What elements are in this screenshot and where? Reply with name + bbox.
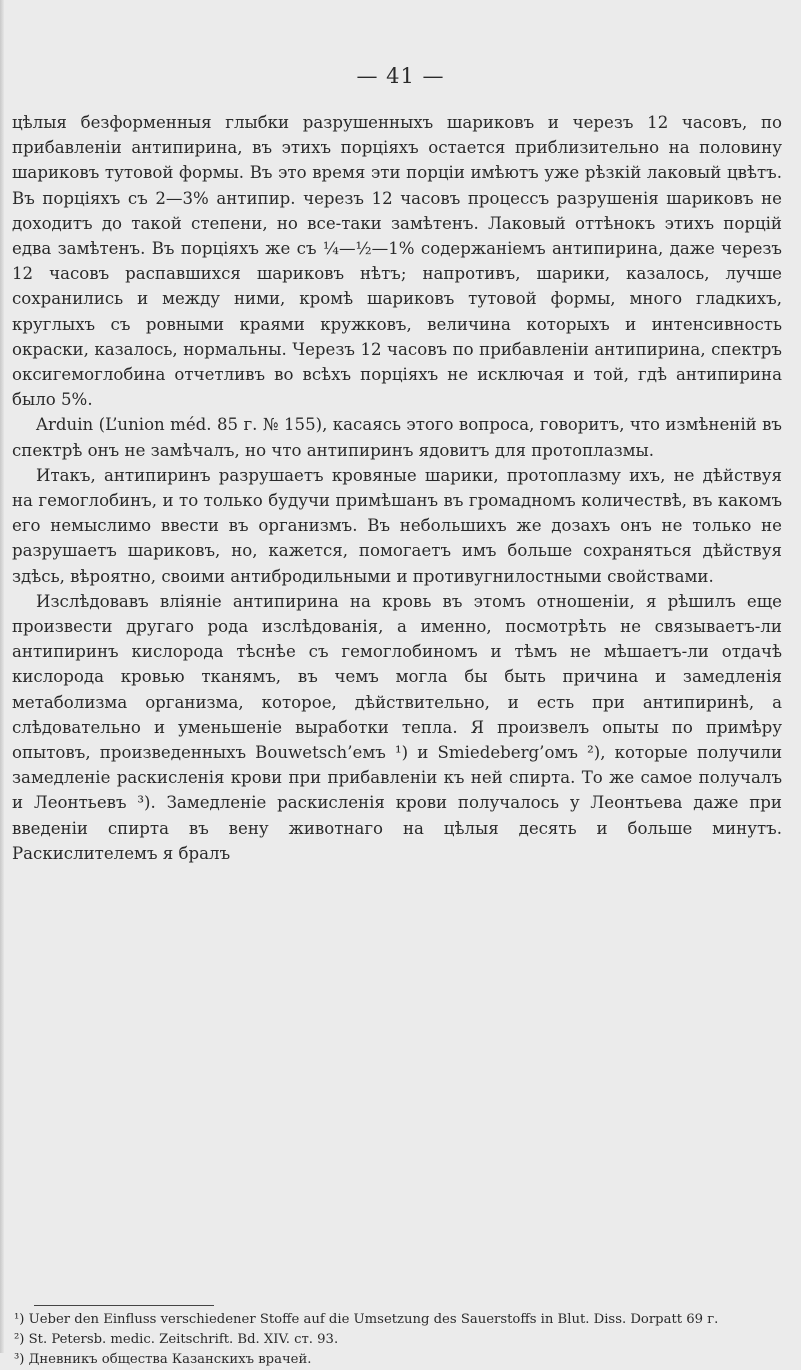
page-number: — 41 — xyxy=(356,64,445,88)
footnote-2: ²) St. Petersb. medic. Zeitschrift. Bd. XIV. ст. 93. xyxy=(14,1332,339,1347)
paragraph-2: Arduin (L’union méd. 85 г. № 155), касаясь этого вопроса, говоритъ, что измѣненій въ спектрѣ онъ не замѣчалъ, но что антипиринъ ядовитъ для протоплазмы. xyxy=(12,415,782,460)
page-edge xyxy=(0,0,4,1353)
footnote-divider xyxy=(34,1305,214,1306)
paragraph-1: цѣлыя безформенныя глыбки разрушенныхъ шариковъ и черезъ 12 часовъ, по прибавленіи антипирина, въ этихъ порціяхъ остается приблизительно на половину шариковъ тутовой формы. Въ это время эти порціи имѣютъ уже рѣзкій лаковый цвѣтъ. Въ порціяхъ съ 2—3% антипир. черезъ 12 часовъ процессъ разрушенія шариковъ не доходитъ до такой степени, но все-таки замѣтенъ. Лаковый оттѣнокъ этихъ порцій едва замѣтенъ. Въ порціяхъ же съ ¼—½—1% содержаніемъ антипирина, даже черезъ 12 часовъ распавшихся шариковъ нѣтъ; напротивъ, шарики, казалось, лучше сохранились и между ними, кромѣ шариковъ тутовой формы, много гладкихъ, круглыхъ съ ровными краями кружковъ, величина которыхъ и интенсивность окраски, казалось, нормальны. Черезъ 12 часовъ по прибавленіи антипирина, спектръ оксигемоглобина отчетливъ во всѣхъ порціяхъ не исключая и той, гдѣ антипирина было 5%. xyxy=(12,113,782,410)
footnote-3: ³) Дневникъ общества Казанскихъ врачей. xyxy=(14,1352,312,1367)
body-text xyxy=(12,110,782,866)
paragraph-4: Изслѣдовавъ вліяніе антипирина на кровь въ этомъ отношеніи, я рѣшилъ еще произвести другаго рода изслѣдованія, а именно, посмотрѣть не связываетъ-ли антипиринъ кислорода тѣснѣе съ гемоглобиномъ и тѣмъ не мѣшаетъ-ли отдачѣ кислорода кровью тканямъ, въ чемъ могла бы быть причина и замедленія метаболизма организма, которое, дѣйствительно, и есть при антипиринѣ, а слѣдовательно и уменьшеніе выработки тепла. Я произвелъ опыты по примѣру опытовъ, произведенныхъ Bouwetsch’емъ ¹) и Smiedeberg’омъ ²), которые получили замедленіе раскисленія крови при прибавленіи къ ней спирта. То же самое получалъ и Леонтьевъ ³). Замедленіе раскисленія крови получалось у Леонтьева даже при введеніи спирта въ вену животнаго на цѣлыя десять и больше минутъ. Раскислителемъ я бралъ xyxy=(12,591,782,863)
footnotes xyxy=(14,1310,784,1370)
footnote-1: ¹) Ueber den Einfluss verschiedener Stoffe auf die Umsetzung des Sauerstoffs in Blut. Diss. Dorpatt 69 г. xyxy=(14,1312,719,1327)
paragraph-3: Итакъ, антипиринъ разрушаетъ кровяные шарики, протоплазму ихъ, не дѣйствуя на гемоглобинъ, и то только будучи примѣшанъ въ громадномъ количествѣ, въ какомъ его немыслимо ввести въ организмъ. Въ небольшихъ же дозахъ онъ не только не разрушаетъ шариковъ, но, кажется, помогаетъ имъ больше сохраняться дѣйствуя здѣсь, вѣроятно, своими антибродильными и противугнилостными свойствами. xyxy=(12,465,782,586)
